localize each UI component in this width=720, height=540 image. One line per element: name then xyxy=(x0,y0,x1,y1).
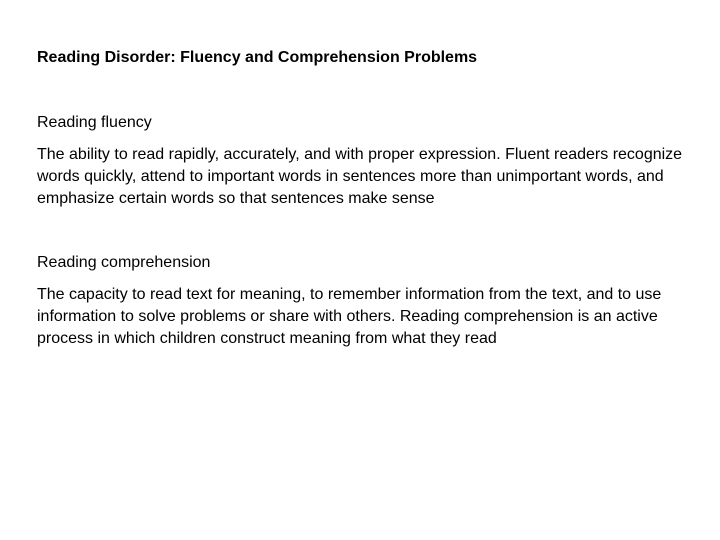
section-heading-comprehension: Reading comprehension xyxy=(37,254,211,271)
section-body-fluency: The ability to read rapidly, accurately, and with proper expression. Fluent readers recognize words quickly, attend to important words in sentences more than unimportant words, and emphasize certain words so that sentences make sense xyxy=(37,146,683,207)
section-body-comprehension: The capacity to read text for meaning, to remember information from the text, and to use information to solve problems or share with others. Reading comprehension is an active process in which children construct meaning from what they read xyxy=(37,286,662,347)
slide-title: Reading Disorder: Fluency and Comprehension Problems xyxy=(37,49,478,66)
section-heading-fluency: Reading fluency xyxy=(37,114,152,131)
